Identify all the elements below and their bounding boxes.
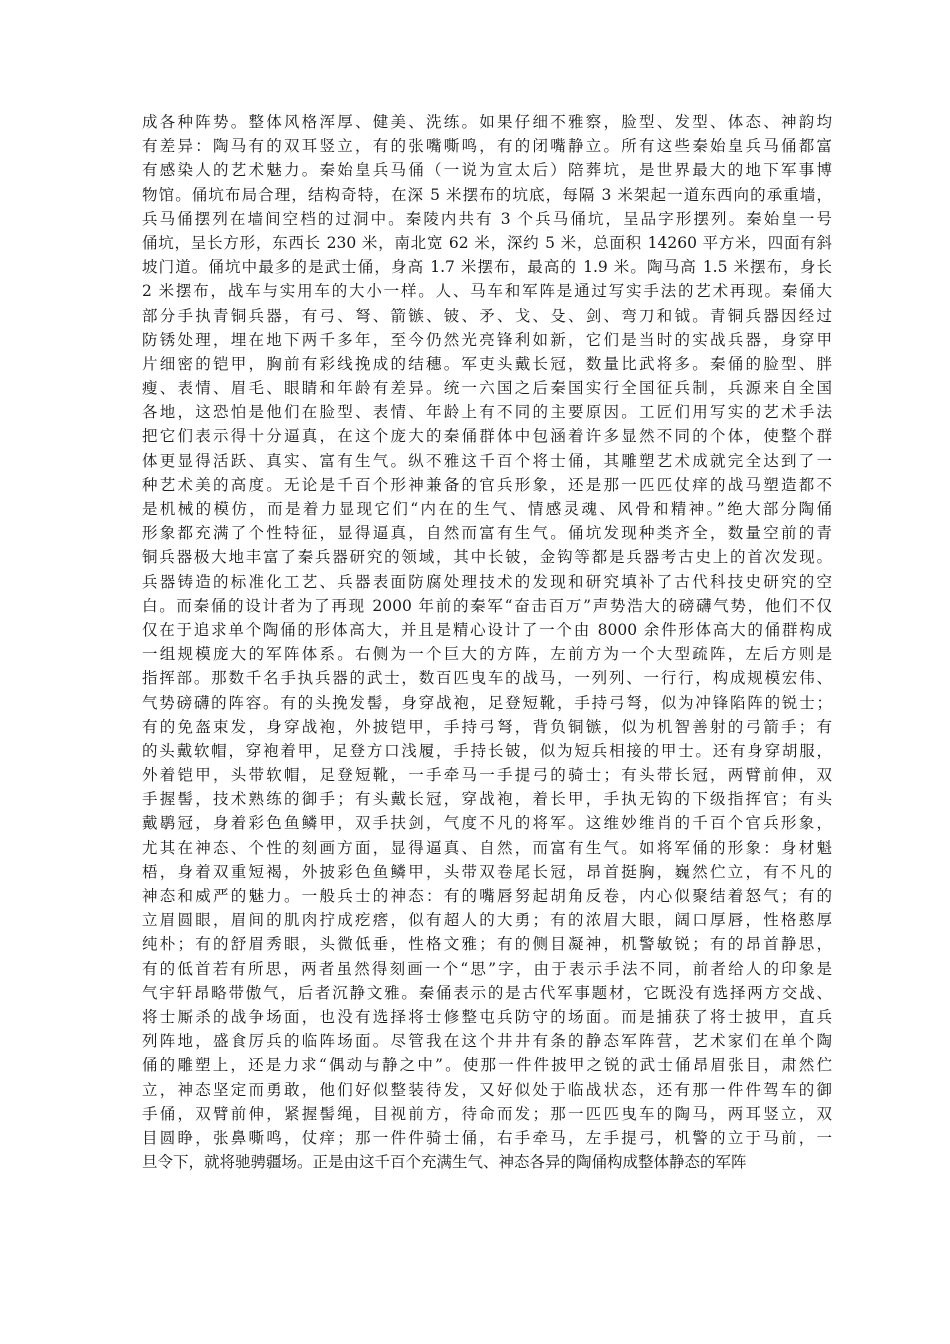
text-line: 瘦、表情、眉毛、眼睛和年龄有差异。统一六国之后秦国实行全国征兵制，兵源来自全国 bbox=[142, 379, 832, 398]
text-line: 神态和威严的魅力。一般兵士的神态：有的嘴唇努起胡角反卷，内心似聚结着怒气；有的 bbox=[142, 887, 832, 905]
text-line: 防锈处理，埋在地下两千多年，至今仍然光亮锋利如新，它们是当时的实战兵器，身穿甲 bbox=[142, 330, 832, 349]
text-line: 尤其在神态、个性的刻画方面，显得逼真、自然，而富有生气。如将军俑的形象：身材魁 bbox=[142, 838, 832, 857]
text-line: 兵马俑摆列在墙间空档的过洞中。秦陵内共有 3 个兵马俑坑，呈品字形摆列。秦始皇一号 bbox=[142, 209, 832, 228]
text-line: 是机械的模仿，而是着力显现它们“内在的生气、情感灵魂、风骨和精神。”绝大部分陶俑 bbox=[142, 500, 832, 518]
text-line: 指挥部。那数千名手执兵器的武士，数百匹曳车的战马，一列列、一行行，构成规模宏伟、 bbox=[142, 669, 832, 688]
text-line: 梧，身着双重短褐，外披彩色鱼鳞甲，头带双卷尾长冠，昂首挺胸，巍然伫立，有不凡的 bbox=[142, 862, 832, 881]
text-line: 把它们表示得十分逼真，在这个庞大的秦俑群体中包涵着许多显然不同的个体，使整个群 bbox=[142, 427, 832, 446]
text-line: 种艺术美的高度。无论是千百个形神兼备的官兵形象，还是那一匹匹仗痒的战马塑造都不 bbox=[142, 475, 832, 494]
text-line: 物馆。俑坑布局合理，结构奇特，在深 5 米摆布的坑底，每隔 3 米架起一道东西向的承重墙， bbox=[142, 185, 832, 204]
text-line: 气宇轩昂略带傲气，后者沉静文雅。秦俑表示的是古代军事题材，它既没有选择两方交战、 bbox=[142, 983, 832, 1002]
text-line: 体更显得活跃、真实、富有生气。纵不雅这千百个将士俑，其雕塑艺术成就完全达到了一 bbox=[142, 451, 832, 470]
text-line: 立，神态坚定而勇敢，他们好似整装待发，又好似处于临战状态，还有那一件件驾车的御 bbox=[142, 1080, 832, 1099]
text-line: 外着铠甲，头带软帽，足登短靴，一手牵马一手提弓的骑士；有头带长冠，两臂前伸，双 bbox=[142, 766, 832, 785]
text-line: 片细密的铠甲，胸前有彩线挽成的结穗。军吏头戴长冠，数量比武将多。秦俑的脸型、胖 bbox=[142, 354, 832, 373]
text-line: 俑坑，呈长方形，东西长 230 米，南北宽 62 米，深约 5 米，总面积 14260 平方米，四面有斜 bbox=[142, 233, 832, 252]
text-line: 有差异：陶马有的双耳竖立，有的张嘴嘶鸣，有的闭嘴静立。所有这些秦始皇兵马俑都富 bbox=[142, 137, 832, 156]
text-line: 纯朴；有的舒眉秀眼，头微低垂，性格文雅；有的侧目凝神，机警敏锐；有的昂首静思， bbox=[142, 935, 832, 954]
text-line: 有感染人的艺术魅力。秦始皇兵马俑（一说为宣太后）陪葬坑，是世界最大的地下军事博 bbox=[142, 161, 832, 180]
text-line: 成各种阵势。整体风格浑厚、健美、洗练。如果仔细不雅察，脸型、发型、体态、神韵均 bbox=[142, 113, 832, 131]
text-line: 部分手执青铜兵器，有弓、弩、箭镞、铍、矛、戈、殳、剑、弯刀和钺。青铜兵器因经过 bbox=[142, 306, 832, 325]
text-line: 2 米摆布，战车与实用车的大小一样。人、马车和军阵是通过写实手法的艺术再现。秦俑大 bbox=[142, 282, 832, 301]
text-line: 坡门道。俑坑中最多的是武士俑，身高 1.7 米摆布，最高的 1.9 米。陶马高 1.5 米摆布，身长 bbox=[142, 258, 832, 277]
text-line: 戴鹖冠，身着彩色鱼鳞甲，双手扶剑，气度不凡的将军。这维妙维肖的千百个官兵形象， bbox=[142, 814, 832, 833]
text-line: 的头戴软帽，穿袍着甲，足登方口浅履，手持长铍，似为短兵相接的甲士。还有身穿胡服， bbox=[142, 741, 832, 760]
text-line: 手俑，双臂前伸，紧握髻绳，目视前方，待命而发；那一匹匹曳车的陶马，两耳竖立，双 bbox=[142, 1104, 832, 1123]
text-line: 兵器铸造的标准化工艺、兵器表面防腐处理技术的发现和研究填补了古代科技史研究的空 bbox=[142, 572, 832, 591]
text-line: 各地，这恐怕是他们在脸型、表情、年龄上有不同的主要原因。工匠们用写实的艺术手法 bbox=[142, 403, 832, 422]
text-line: 立眉圆眼，眉间的肌肉拧成疙瘩，似有超人的大勇；有的浓眉大眼，阔口厚唇，性格憨厚 bbox=[142, 911, 832, 930]
text-line: 目圆睁，张鼻嘶鸣，仗痒；那一件件骑士俑，右手牵马，左手提弓，机警的立于马前，一 bbox=[142, 1128, 832, 1147]
text-line: 气势磅礴的阵容。有的头挽发髻，身穿战袍，足登短靴，手持弓弩，似为冲锋陷阵的锐士； bbox=[142, 693, 832, 712]
text-line: 列阵地，盛食厉兵的临阵场面。尽管我在这个井井有条的静态军阵营，艺术家们在单个陶 bbox=[142, 1032, 832, 1051]
text-line: 形象都充满了个性特征，显得逼真，自然而富有生气。俑坑发现种类齐全，数量空前的青 bbox=[142, 524, 832, 543]
body-paragraph bbox=[142, 110, 832, 1174]
text-line: 有的免盔束发，身穿战袍，外披铠甲，手持弓弩，背负铜镞，似为机智善射的弓箭手；有 bbox=[142, 717, 832, 736]
text-line: 白。而秦俑的设计者为了再现 2000 年前的秦军“奋击百万”声势浩大的磅礴气势，他们不仅 bbox=[142, 596, 832, 615]
text-line: 一组规模庞大的军阵体系。右侧为一个巨大的方阵，左前方为一个大型疏阵，左后方则是 bbox=[142, 645, 832, 664]
text-line: 有的低首若有所思，两者虽然得刻画一个“思”字，由于表示手法不同，前者给人的印象是 bbox=[142, 959, 832, 978]
text-line: 手握髻，技术熟练的御手；有头戴长冠，穿战袍，着长甲，手执无钩的下级指挥官；有头 bbox=[142, 790, 832, 809]
text-line: 铜兵器极大地丰富了秦兵器研究的领域，其中长铍，金钩等都是兵器考古史上的首次发现。 bbox=[142, 548, 832, 567]
text-line: 俑的雕塑上，还是力求“偶动与静之中”。使那一件件披甲之锐的武士俑昂眉张目，肃然伫 bbox=[142, 1056, 832, 1075]
text-line: 旦令下，就将驰骋疆场。正是由这千百个充满生气、神态各异的陶俑构成整体静态的军阵 bbox=[142, 1153, 747, 1172]
text-line: 仅在于追求单个陶俑的形体高大，并且是精心设计了一个由 8000 余件形体高大的俑群构成 bbox=[142, 620, 832, 639]
text-line: 将士厮杀的战争场面，也没有选择将士修整屯兵防守的场面。而是捕获了将士披甲，直兵 bbox=[142, 1007, 832, 1026]
